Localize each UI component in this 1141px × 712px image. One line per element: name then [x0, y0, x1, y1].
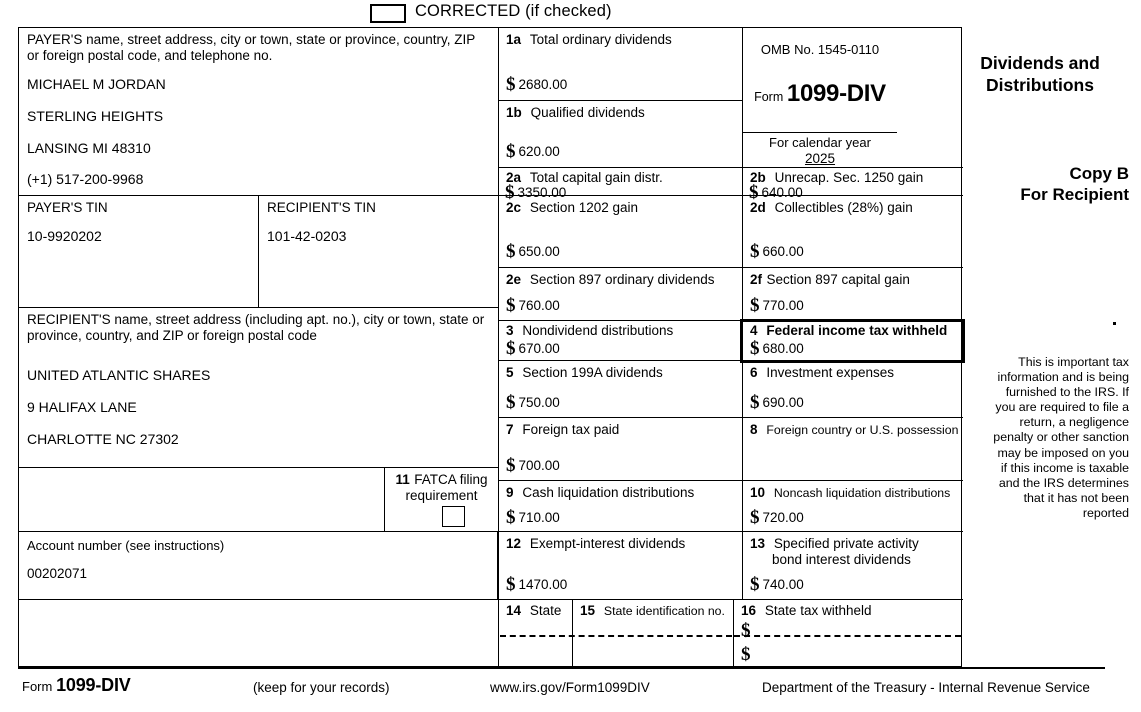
box-2d-number: 2d — [750, 200, 766, 215]
corrected-label: CORRECTED (if checked) — [415, 2, 612, 20]
box-2e-currency: $ — [506, 295, 516, 316]
omb-form-word: Form — [754, 90, 784, 104]
account-number-value: 00202071 — [27, 566, 88, 581]
box-2b-label: Unrecap. Sec. 1250 gain — [774, 170, 924, 185]
omb-number: OMB No. 1545-0110 — [760, 42, 880, 57]
footer-rule — [18, 667, 1105, 669]
copy-b-line2: For Recipient — [1020, 185, 1129, 204]
title-block-spacer — [897, 28, 963, 168]
box-8-label: Foreign country or U.S. possession — [766, 423, 959, 437]
box-14-label: State — [529, 603, 562, 618]
box-12-currency: $ — [506, 574, 516, 595]
box-2c — [498, 196, 742, 268]
box-10-label: Noncash liquidation distributions — [773, 486, 951, 500]
box-11-number: 11 — [395, 472, 410, 487]
payer-tin-cell — [19, 196, 259, 308]
form-title-line2: Distributions — [986, 75, 1094, 95]
box-2d-label: Collectibles (28%) gain — [774, 200, 913, 215]
box-3-currency: $ — [506, 338, 516, 359]
box-2e-label: Section 897 ordinary dividends — [529, 272, 715, 287]
box-5-number: 5 — [506, 365, 514, 380]
box-1b — [498, 101, 742, 168]
payer-city-state-zip: LANSING MI 48310 — [27, 140, 151, 156]
box-11-label-line1: FATCA filing — [414, 472, 488, 487]
box-7-currency: $ — [506, 455, 516, 476]
calendar-year-value: 2025 — [804, 151, 836, 166]
recipient-city-state-zip: CHARLOTTE NC 27302 — [27, 431, 179, 447]
box-7-label: Foreign tax paid — [522, 422, 620, 437]
box-9-number: 9 — [506, 485, 514, 500]
payer-tin-value: 10-9920202 — [27, 228, 102, 244]
recipient-notice-text: This is important tax information and is being furnished to the IRS. If you are required to file a return, a negligence penalty or other sanction may be imposed on you if this income is taxable and the IRS determines that it has not been reported — [993, 355, 1129, 520]
box-4-number: 4 — [750, 323, 758, 338]
box-6 — [742, 361, 963, 418]
box-6-value: 690.00 — [762, 395, 804, 410]
box-16-number: 16 — [741, 603, 757, 618]
box-13-label-line1: Specified private activity — [773, 536, 919, 551]
payer-heading: PAYER'S name, street address, city or town, state or province, country, ZIP or foreign postal code, and telephone no. — [27, 32, 476, 63]
box-1b-number: 1b — [506, 105, 522, 120]
box-9-label: Cash liquidation distributions — [522, 485, 695, 500]
box-15-number: 15 — [580, 603, 596, 618]
form-footer — [0, 672, 1141, 702]
box-2b-number: 2b — [750, 170, 766, 185]
box-1a-currency: $ — [506, 74, 516, 95]
box-14-number: 14 — [506, 603, 522, 618]
box-1b-label: Qualified dividends — [530, 105, 645, 120]
box-2e — [498, 268, 742, 321]
fatca-checkbox[interactable] — [442, 506, 465, 527]
box-3-number: 3 — [506, 323, 514, 338]
box-10-number: 10 — [750, 485, 766, 500]
box-2a-currency: $ — [505, 183, 515, 203]
payer-block — [19, 28, 498, 196]
box-3 — [498, 321, 742, 361]
box-5-label: Section 199A dividends — [522, 365, 663, 380]
recipient-tin-label: RECIPIENT'S TIN — [267, 200, 376, 215]
box-9-currency: $ — [506, 507, 516, 528]
box-1b-currency: $ — [506, 141, 516, 162]
box-2d-value: 660.00 — [762, 244, 804, 259]
box-16-state-tax — [734, 600, 963, 668]
recipient-tin-cell — [259, 196, 498, 308]
box-10-value: 720.00 — [762, 510, 804, 525]
box-9 — [498, 481, 742, 532]
copy-b-line1: Copy B — [1069, 164, 1129, 183]
corrected-checkbox[interactable] — [370, 4, 406, 23]
payer-tin-label: PAYER'S TIN — [27, 200, 108, 215]
account-number-label: Account number (see instructions) — [27, 538, 225, 553]
recipient-tin-value: 101-42-0203 — [267, 228, 347, 244]
box-2f-currency: $ — [750, 295, 760, 316]
box-2d — [742, 196, 963, 268]
box-2a-number: 2a — [506, 170, 522, 185]
box-6-label: Investment expenses — [766, 365, 894, 380]
box-13-value: 740.00 — [762, 577, 804, 592]
box-13-label-line2: bond interest dividends — [772, 552, 911, 567]
box-15-state-id — [573, 600, 734, 668]
box-5-value: 750.00 — [518, 395, 560, 410]
box-13 — [742, 532, 963, 600]
box-11-label-line2: requirement — [405, 488, 478, 503]
calendar-year-block — [742, 133, 897, 168]
box-2c-value: 650.00 — [518, 244, 560, 259]
recipient-address: 9 HALIFAX LANE — [27, 399, 137, 415]
box-4-value: 680.00 — [762, 341, 804, 356]
box-2e-number: 2e — [506, 272, 522, 287]
box-8 — [742, 418, 963, 481]
omb-form-block — [742, 28, 897, 133]
box-7 — [498, 418, 742, 481]
blank-cell-left-of-fatca — [19, 468, 385, 532]
box-2c-label: Section 1202 gain — [529, 200, 639, 215]
calendar-year-label: For calendar year — [769, 135, 871, 150]
box-12-number: 12 — [506, 536, 522, 551]
payer-address: STERLING HEIGHTS — [27, 108, 164, 124]
box-10 — [742, 481, 963, 532]
stray-mark — [1113, 322, 1116, 325]
box-1b-value: 620.00 — [518, 144, 560, 159]
box-1a — [498, 28, 742, 101]
copy-b-title — [959, 163, 1129, 205]
state-row-dashed-separator-right — [734, 635, 961, 637]
box-12-value: 1470.00 — [518, 577, 568, 592]
box-13-number: 13 — [750, 536, 766, 551]
box-8-number: 8 — [750, 422, 758, 437]
form-title-line1: Dividends and — [980, 53, 1100, 73]
box-12-label: Exempt-interest dividends — [529, 536, 686, 551]
box-2c-currency: $ — [506, 241, 516, 262]
box-2f-number: 2f — [750, 272, 763, 287]
box-4-currency: $ — [750, 338, 760, 359]
box-2a-label: Total capital gain distr. — [529, 170, 663, 185]
footer-keep-text: (keep for your records) — [253, 680, 390, 695]
footer-url[interactable]: www.irs.gov/Form1099DIV — [490, 680, 650, 695]
box-13-currency: $ — [750, 574, 760, 595]
box-11-fatca — [385, 468, 498, 532]
form-grid — [18, 27, 962, 667]
box-12 — [498, 532, 742, 600]
omb-form-number: 1099-DIV — [786, 80, 886, 107]
box-3-value: 670.00 — [518, 341, 560, 356]
payer-phone: (+1) 517-200-9968 — [27, 171, 144, 187]
box-2d-currency: $ — [750, 241, 760, 262]
recipient-block — [19, 308, 498, 468]
box-2f-value: 770.00 — [762, 298, 804, 313]
box-1a-value: 2680.00 — [518, 77, 568, 92]
box-4-highlight-frame — [740, 319, 965, 363]
box-2f-label: Section 897 capital gain — [766, 272, 910, 287]
footer-agency: Department of the Treasury - Internal Revenue Service — [762, 680, 1090, 695]
box-14-state — [498, 600, 573, 668]
box-2b-currency: $ — [749, 183, 759, 203]
box-2a-value: 3350.00 — [517, 185, 567, 200]
box-7-value: 700.00 — [518, 458, 560, 473]
account-number-cell — [19, 532, 498, 600]
box-16-currency-row1: $ — [741, 620, 751, 641]
payer-name: MICHAEL M JORDAN — [27, 76, 166, 92]
box-5 — [498, 361, 742, 418]
box-3-label: Nondividend distributions — [522, 323, 674, 338]
box-16-label: State tax withheld — [764, 603, 872, 618]
corrected-header-row — [0, 0, 1141, 26]
box-4-label: Federal income tax withheld — [766, 323, 948, 338]
box-6-number: 6 — [750, 365, 758, 380]
box-1a-number: 1a — [506, 32, 522, 47]
recipient-heading: RECIPIENT'S name, street address (including apt. no.), city or town, state or province, country, and ZIP or foreign postal code — [27, 312, 485, 343]
box-2e-value: 760.00 — [518, 298, 560, 313]
recipient-name: UNITED ATLANTIC SHARES — [27, 367, 211, 383]
box-5-currency: $ — [506, 392, 516, 413]
box-2b-value: 640.00 — [761, 185, 803, 200]
box-7-number: 7 — [506, 422, 514, 437]
box-6-currency: $ — [750, 392, 760, 413]
footer-form-number: 1099-DIV — [56, 675, 131, 695]
box-2c-number: 2c — [506, 200, 522, 215]
state-row-dashed-separator-left — [500, 635, 732, 637]
form-title-block — [944, 52, 1136, 96]
footer-form-word: Form — [22, 679, 53, 694]
box-1a-label: Total ordinary dividends — [529, 32, 672, 47]
box-9-value: 710.00 — [518, 510, 560, 525]
box-10-currency: $ — [750, 507, 760, 528]
box-15-label: State identification no. — [603, 604, 725, 618]
box-16-currency-row2: $ — [741, 644, 751, 665]
box-2f — [742, 268, 963, 321]
